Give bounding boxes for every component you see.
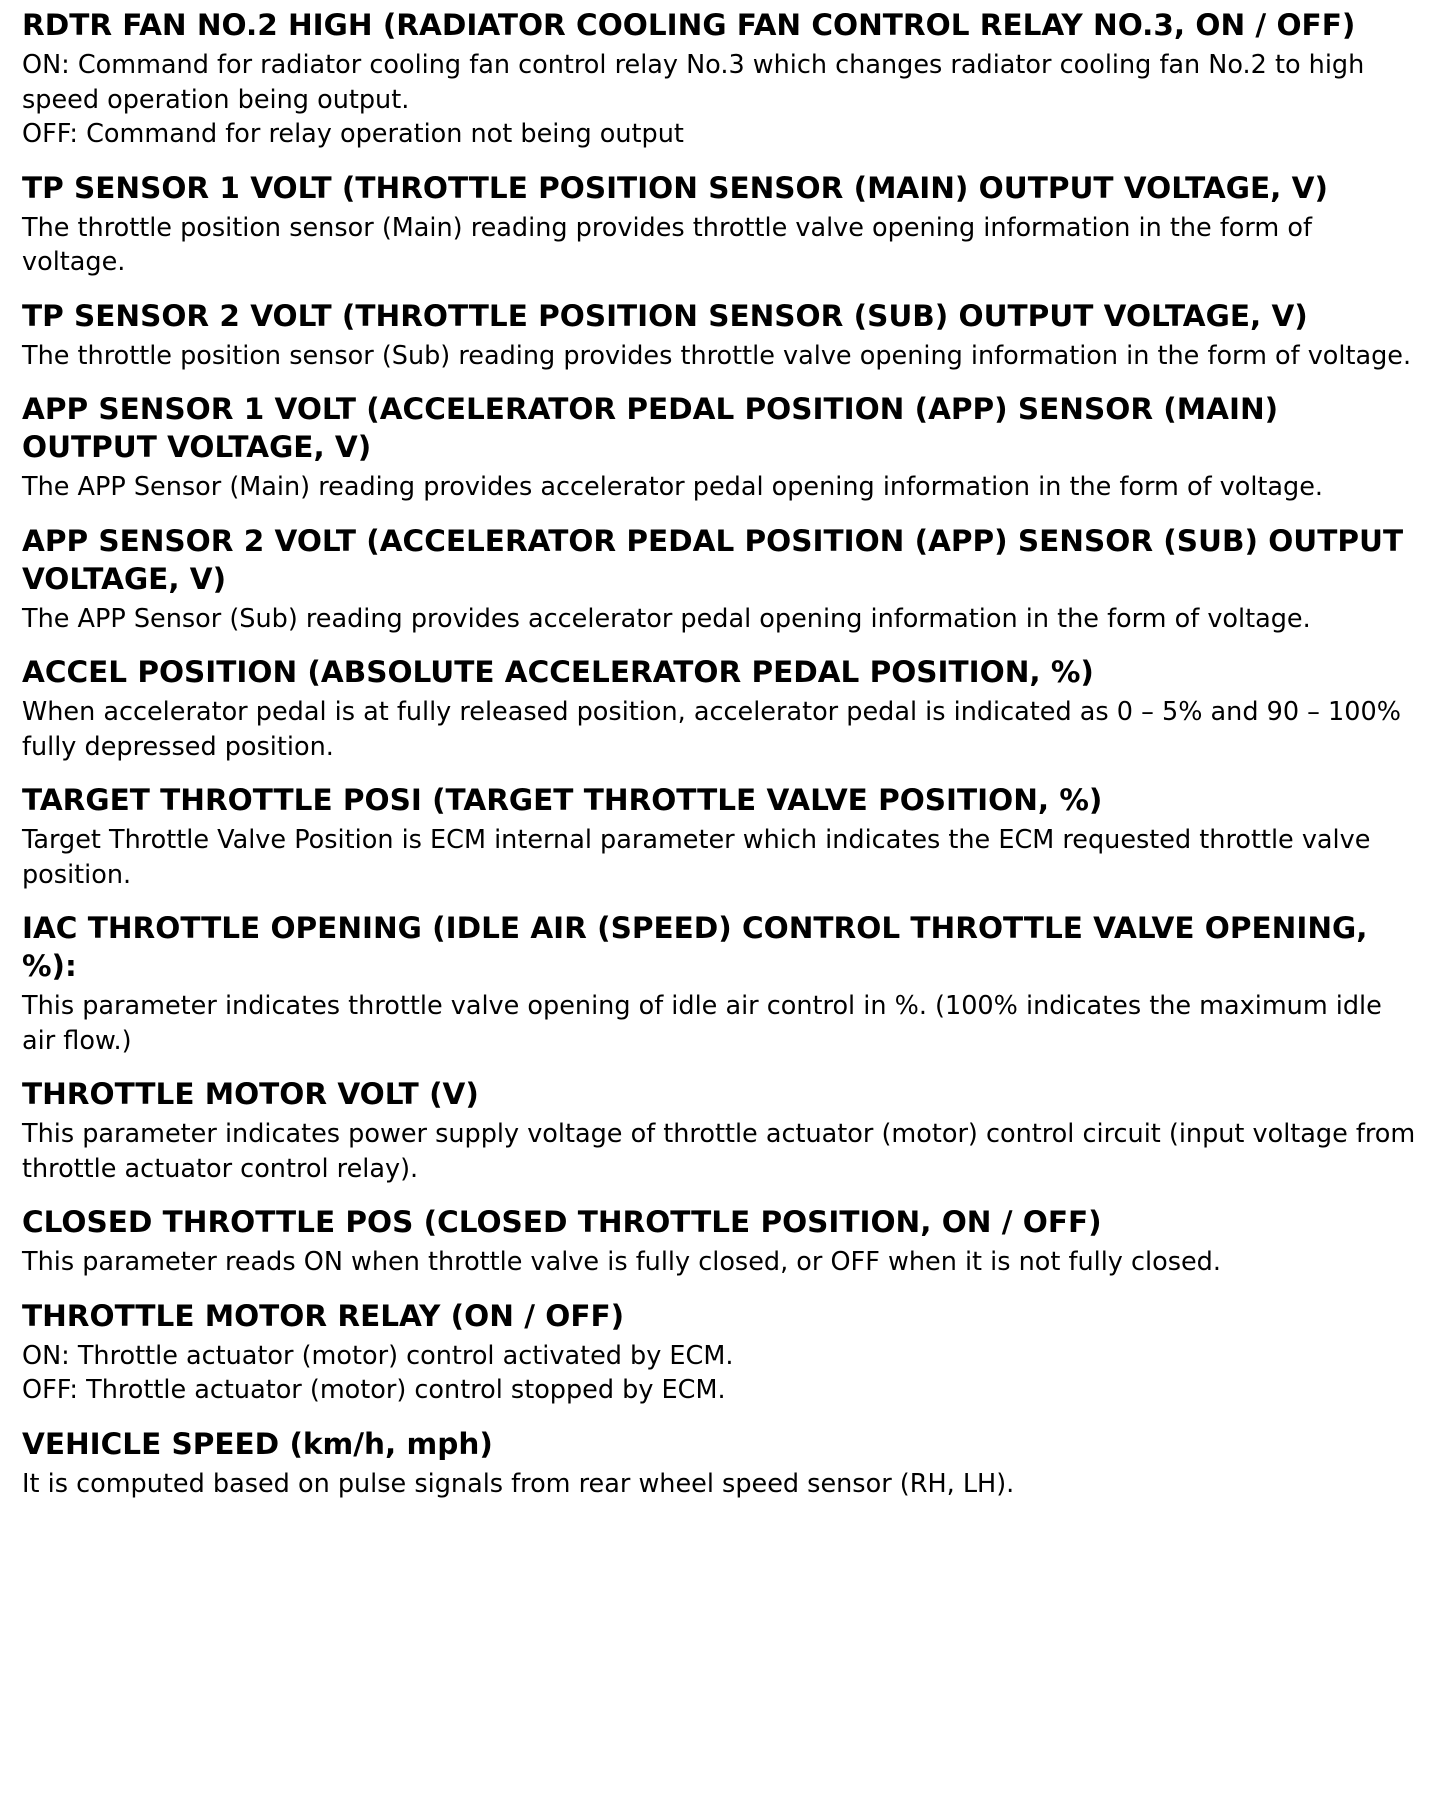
section-rdtr-fan-no2-high — [22, 6, 1420, 152]
section-vehicle-speed — [22, 1425, 1420, 1502]
section-line: The throttle position sensor (Main) reading provides throttle valve opening information in the form of voltage. — [22, 212, 1312, 277]
section-heading: IAC THROTTLE OPENING (IDLE AIR (SPEED) CONTROL THROTTLE VALVE OPENING, %): — [22, 911, 1368, 983]
section-line: ON: Command for radiator cooling fan control relay No.3 which changes radiator cooling fan No.2 to high speed operation being output. — [22, 50, 1365, 115]
section-line: When accelerator pedal is at fully released position, accelerator pedal is indicated as 0 – 5% and 90 – 100% fully depressed position. — [22, 697, 1401, 762]
section-heading: THROTTLE MOTOR VOLT (V) — [22, 1077, 479, 1111]
section-line: The APP Sensor (Main) reading provides accelerator pedal opening information in the form of voltage. — [22, 472, 1324, 502]
section-heading: CLOSED THROTTLE POS (CLOSED THROTTLE POSITION, ON / OFF) — [22, 1205, 1102, 1239]
section-heading: TP SENSOR 2 VOLT (THROTTLE POSITION SENSOR (SUB) OUTPUT VOLTAGE, V) — [22, 298, 1308, 333]
section-heading: RDTR FAN NO.2 HIGH (RADIATOR COOLING FAN CONTROL RELAY NO.3, ON / OFF) — [22, 8, 1356, 42]
section-heading: THROTTLE MOTOR RELAY (ON / OFF) — [22, 1298, 625, 1333]
section-heading: ACCEL POSITION (ABSOLUTE ACCELERATOR PEDAL POSITION, %) — [22, 655, 1094, 689]
section-line: OFF: Command for relay operation not being output — [22, 119, 684, 149]
section-line: The APP Sensor (Sub) reading provides accelerator pedal opening information in the form of voltage. — [22, 603, 1311, 634]
section-heading: VEHICLE SPEED (km/h, mph) — [22, 1426, 493, 1461]
section-line: ON: Throttle actuator (motor) control activated by ECM. — [22, 1340, 734, 1371]
section-line: This parameter indicates power supply voltage of throttle actuator (motor) control circuit (input voltage from throttle actuator control relay). — [22, 1119, 1416, 1184]
section-line: The throttle position sensor (Sub) reading provides throttle valve opening information in the form of voltage. — [22, 340, 1412, 371]
section-throttle-motor-volt — [22, 1075, 1420, 1186]
section-closed-throttle-pos — [22, 1203, 1420, 1280]
section-line: This parameter indicates throttle valve opening of idle air control in %. (100% indicates the maximum idle air flow.) — [22, 991, 1382, 1056]
section-tp-sensor-1-volt — [22, 169, 1420, 280]
section-iac-throttle-opening — [22, 909, 1420, 1058]
section-heading: TP SENSOR 1 VOLT (THROTTLE POSITION SENSOR (MAIN) OUTPUT VOLTAGE, V) — [22, 170, 1328, 205]
section-heading: APP SENSOR 2 VOLT (ACCELERATOR PEDAL POSITION (APP) SENSOR (SUB) OUTPUT VOLTAGE, V) — [22, 523, 1404, 596]
section-line: It is computed based on pulse signals from rear wheel speed sensor (RH, LH). — [22, 1468, 1015, 1499]
section-accel-position — [22, 653, 1420, 764]
section-line: OFF: Throttle actuator (motor) control stopped by ECM. — [22, 1375, 726, 1405]
section-app-sensor-2-volt — [22, 522, 1420, 637]
section-heading: TARGET THROTTLE POSI (TARGET THROTTLE VALVE POSITION, %) — [22, 783, 1103, 817]
section-throttle-motor-relay — [22, 1297, 1420, 1408]
section-tp-sensor-2-volt — [22, 297, 1420, 374]
section-heading: APP SENSOR 1 VOLT (ACCELERATOR PEDAL POSITION (APP) SENSOR (MAIN) OUTPUT VOLTAGE, V) — [22, 392, 1279, 464]
section-line: Target Throttle Valve Position is ECM internal parameter which indicates the ECM requested throttle valve position. — [22, 825, 1371, 890]
section-app-sensor-1-volt — [22, 390, 1420, 505]
section-target-throttle-posi — [22, 781, 1420, 892]
section-line: This parameter reads ON when throttle valve is fully closed, or OFF when it is not fully closed. — [22, 1247, 1221, 1277]
